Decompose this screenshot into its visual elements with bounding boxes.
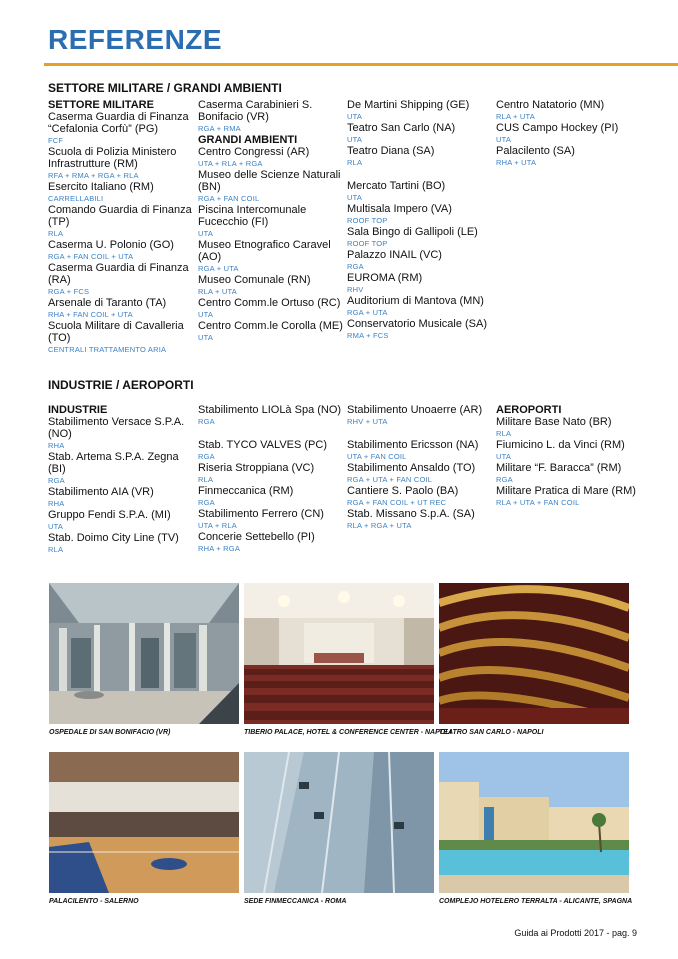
reference-name: Mercato Tartini (BO) [347,180,446,192]
photo-conference-hall [244,583,434,724]
equipment-tag: RGA [198,498,215,507]
section-heading-military: SETTORE MILITARE / GRANDI AMBIENTI [48,81,282,95]
equipment-tag: CENTRALI TRATTAMENTO ARIA [48,345,167,354]
photo-caption: OSPEDALE DI SAN BONIFACIO (VR) [49,729,171,736]
page-footer: Guida ai Prodotti 2017 - pag. 9 [514,928,637,938]
equipment-tag: UTA [48,522,64,531]
reference-name: Caserma Guardia di Finanza (RA) [48,262,189,286]
reference-name: Auditorium di Mantova (MN) [347,295,484,307]
equipment-tag: RGA [48,476,65,485]
equipment-tag: RHV + UTA [347,417,388,426]
equipment-tag: UTA [496,135,512,144]
category-heading: INDUSTRIE [48,404,108,416]
industry-column-1 [48,404,196,555]
reference-name: Centro Congressi (AR) [198,146,310,158]
photo-sports-hall [49,752,239,893]
equipment-tag: UTA [347,193,363,202]
equipment-tag: RLA + UTA [198,287,237,296]
reference-name: Stabilimento Ansaldo (TO) [347,462,476,474]
equipment-tag: RHA [48,499,65,508]
reference-name: Scuola Militare di Cavalleria (TO) [48,320,184,344]
equipment-tag: RGA + UTA [347,308,388,317]
equipment-tag: RGA [198,452,215,461]
equipment-tag: RMA + FCS [347,331,389,340]
equipment-tag: RLA [48,229,64,238]
reference-name: Militare Pratica di Mare (RM) [496,485,636,497]
equipment-tag: RHA + RGA [198,544,241,553]
equipment-tag: RGA + UTA + FAN COIL [347,475,433,484]
spacer [347,168,495,180]
category-heading: GRANDI AMBIENTI [198,134,298,146]
reference-name: Caserma Guardia di Finanza “Cefalonia Corfù” (PG) [48,111,189,135]
equipment-tag: UTA [198,310,214,319]
reference-name: Militare Base Nato (BR) [496,416,612,428]
reference-name: Cantiere S. Paolo (BA) [347,485,459,497]
equipment-tag: RHA + FAN COIL + UTA [48,310,133,319]
equipment-tag: UTA [198,229,214,238]
equipment-tag: CARRELLABILI [48,194,104,203]
equipment-tag: UTA [496,452,512,461]
equipment-tag: RLA [198,475,214,484]
equipment-tag: RGA + FAN COIL [198,194,260,203]
reference-name: Stab. Artema S.P.A. Zegna (BI) [48,451,179,475]
title-divider [44,63,678,66]
equipment-tag: RLA [347,158,363,167]
photo-glass-facade [244,752,434,893]
equipment-tag: UTA + FAN COIL [347,452,407,461]
reference-name: Stabilimento Ferrero (CN) [198,508,324,520]
reference-name: Museo delle Scienze Naturali (BN) [198,169,341,193]
category-heading: SETTORE MILITARE [48,99,154,111]
equipment-tag: UTA + RLA [198,521,237,530]
equipment-tag: ROOF TOP [347,239,388,248]
category-heading: AEROPORTI [496,404,562,416]
reference-name: Scuola di Polizia Ministero Infrastrutture (RM) [48,146,177,170]
equipment-tag: RLA [48,545,64,554]
equipment-tag: RGA + FAN COIL + UT REC [347,498,447,507]
reference-name: Stabilimento Ericsson (NA) [347,439,479,451]
reference-name: Arsenale di Taranto (TA) [48,297,167,309]
reference-name: Finmeccanica (RM) [198,485,294,497]
reference-name: Museo Etnografico Caravel (AO) [198,239,331,263]
equipment-tag: FCF [48,136,64,145]
reference-name: Stabilimento Versace S.P.A. (NO) [48,416,185,440]
equipment-tag: RGA + FAN COIL + UTA [48,252,134,261]
photo-caption: PALACILENTO - SALERNO [49,898,139,905]
equipment-tag: RLA + RGA + UTA [347,521,412,530]
reference-name: Caserma Carabinieri S. Bonifacio (VR) [198,99,313,123]
industry-column-4 [496,404,644,508]
reference-name: Teatro San Carlo (NA) [347,122,456,134]
page-title: REFERENZE [48,24,223,55]
reference-name: Gruppo Fendi S.P.A. (MI) [48,509,171,521]
industry-column-2 [198,404,346,554]
reference-name: Multisala Impero (VA) [347,203,452,215]
reference-name: CUS Campo Hockey (PI) [496,122,619,134]
reference-name: Stab. Doimo City Line (TV) [48,532,179,544]
photo-theatre [439,583,629,724]
photo-caption: TIBERIO PALACE, HOTEL & CONFERENCE CENTER - NAPOLI [244,729,452,736]
reference-name: Centro Natatorio (MN) [496,99,605,111]
reference-name: Esercito Italiano (RM) [48,181,154,193]
equipment-tag: RFA + RMA + RGA + RLA [48,171,139,180]
equipment-tag: UTA [198,333,214,342]
reference-name: Museo Comunale (RN) [198,274,311,286]
reference-name: Teatro Diana (SA) [347,145,435,157]
equipment-tag: RLA + UTA + FAN COIL [496,498,580,507]
military-column-2 [198,99,346,343]
reference-name: Centro Comm.le Ortuso (RC) [198,297,341,309]
reference-name: Comando Guardia di Finanza (TP) [48,204,192,228]
reference-name: Stabilimento AIA (VR) [48,486,154,498]
military-column-1 [48,99,196,355]
spacer [347,427,495,439]
equipment-tag: RGA [496,475,513,484]
reference-name: Stab. Missano S.p.A. (SA) [347,508,475,520]
reference-name: Riseria Stroppiana (VC) [198,462,315,474]
reference-name: Stabilimento LIOLà Spa (NO) [198,404,342,416]
reference-name: Fiumicino L. da Vinci (RM) [496,439,625,451]
photo-caption: SEDE FINMECCANICA - ROMA [244,898,347,905]
equipment-tag: UTA [347,112,363,121]
photo-hotel-complex [439,752,629,893]
equipment-tag: RHA [48,441,65,450]
reference-name: Concerie Settebello (PI) [198,531,315,543]
reference-name: Militare “F. Baracca” (RM) [496,462,622,474]
photo-caption: COMPLEJO HOTELERO TERRALTA - ALICANTE, SPAGNA [439,898,633,905]
photo-caption: TEATRO SAN CARLO - NAPOLI [439,729,544,736]
equipment-tag: UTA + RLA + RGA [198,159,263,168]
reference-name: Palazzo INAIL (VC) [347,249,442,261]
equipment-tag: RGA [347,262,364,271]
equipment-tag: RLA + UTA [496,112,535,121]
reference-name: Sala Bingo di Gallipoli (LE) [347,226,478,238]
reference-name: Piscina Intercomunale Fucecchio (FI) [198,204,307,228]
military-column-4 [496,99,644,168]
equipment-tag: RLA [496,429,512,438]
spacer [198,427,346,439]
reference-name: Conservatorio Musicale (SA) [347,318,487,330]
military-column-3 [347,99,495,341]
equipment-tag: RGA + RMA [198,124,241,133]
equipment-tag: ROOF TOP [347,216,388,225]
section-heading-industry: INDUSTRIE / AEROPORTI [48,378,194,392]
equipment-tag: RGA + FCS [48,287,90,296]
reference-name: De Martini Shipping (GE) [347,99,470,111]
photo-hospital-atrium [49,583,239,724]
reference-name: EUROMA (RM) [347,272,423,284]
equipment-tag: UTA [347,135,363,144]
equipment-tag: RGA [198,417,215,426]
reference-name: Caserma U. Polonio (GO) [48,239,174,251]
equipment-tag: RHV [347,285,364,294]
reference-name: Palacilento (SA) [496,145,575,157]
reference-name: Stabilimento Unoaerre (AR) [347,404,483,416]
reference-name: Stab. TYCO VALVES (PC) [198,439,327,451]
industry-column-3 [347,404,495,531]
equipment-tag: RHA + UTA [496,158,537,167]
reference-name: Centro Comm.le Corolla (ME) [198,320,343,332]
equipment-tag: RGA + UTA [198,264,239,273]
